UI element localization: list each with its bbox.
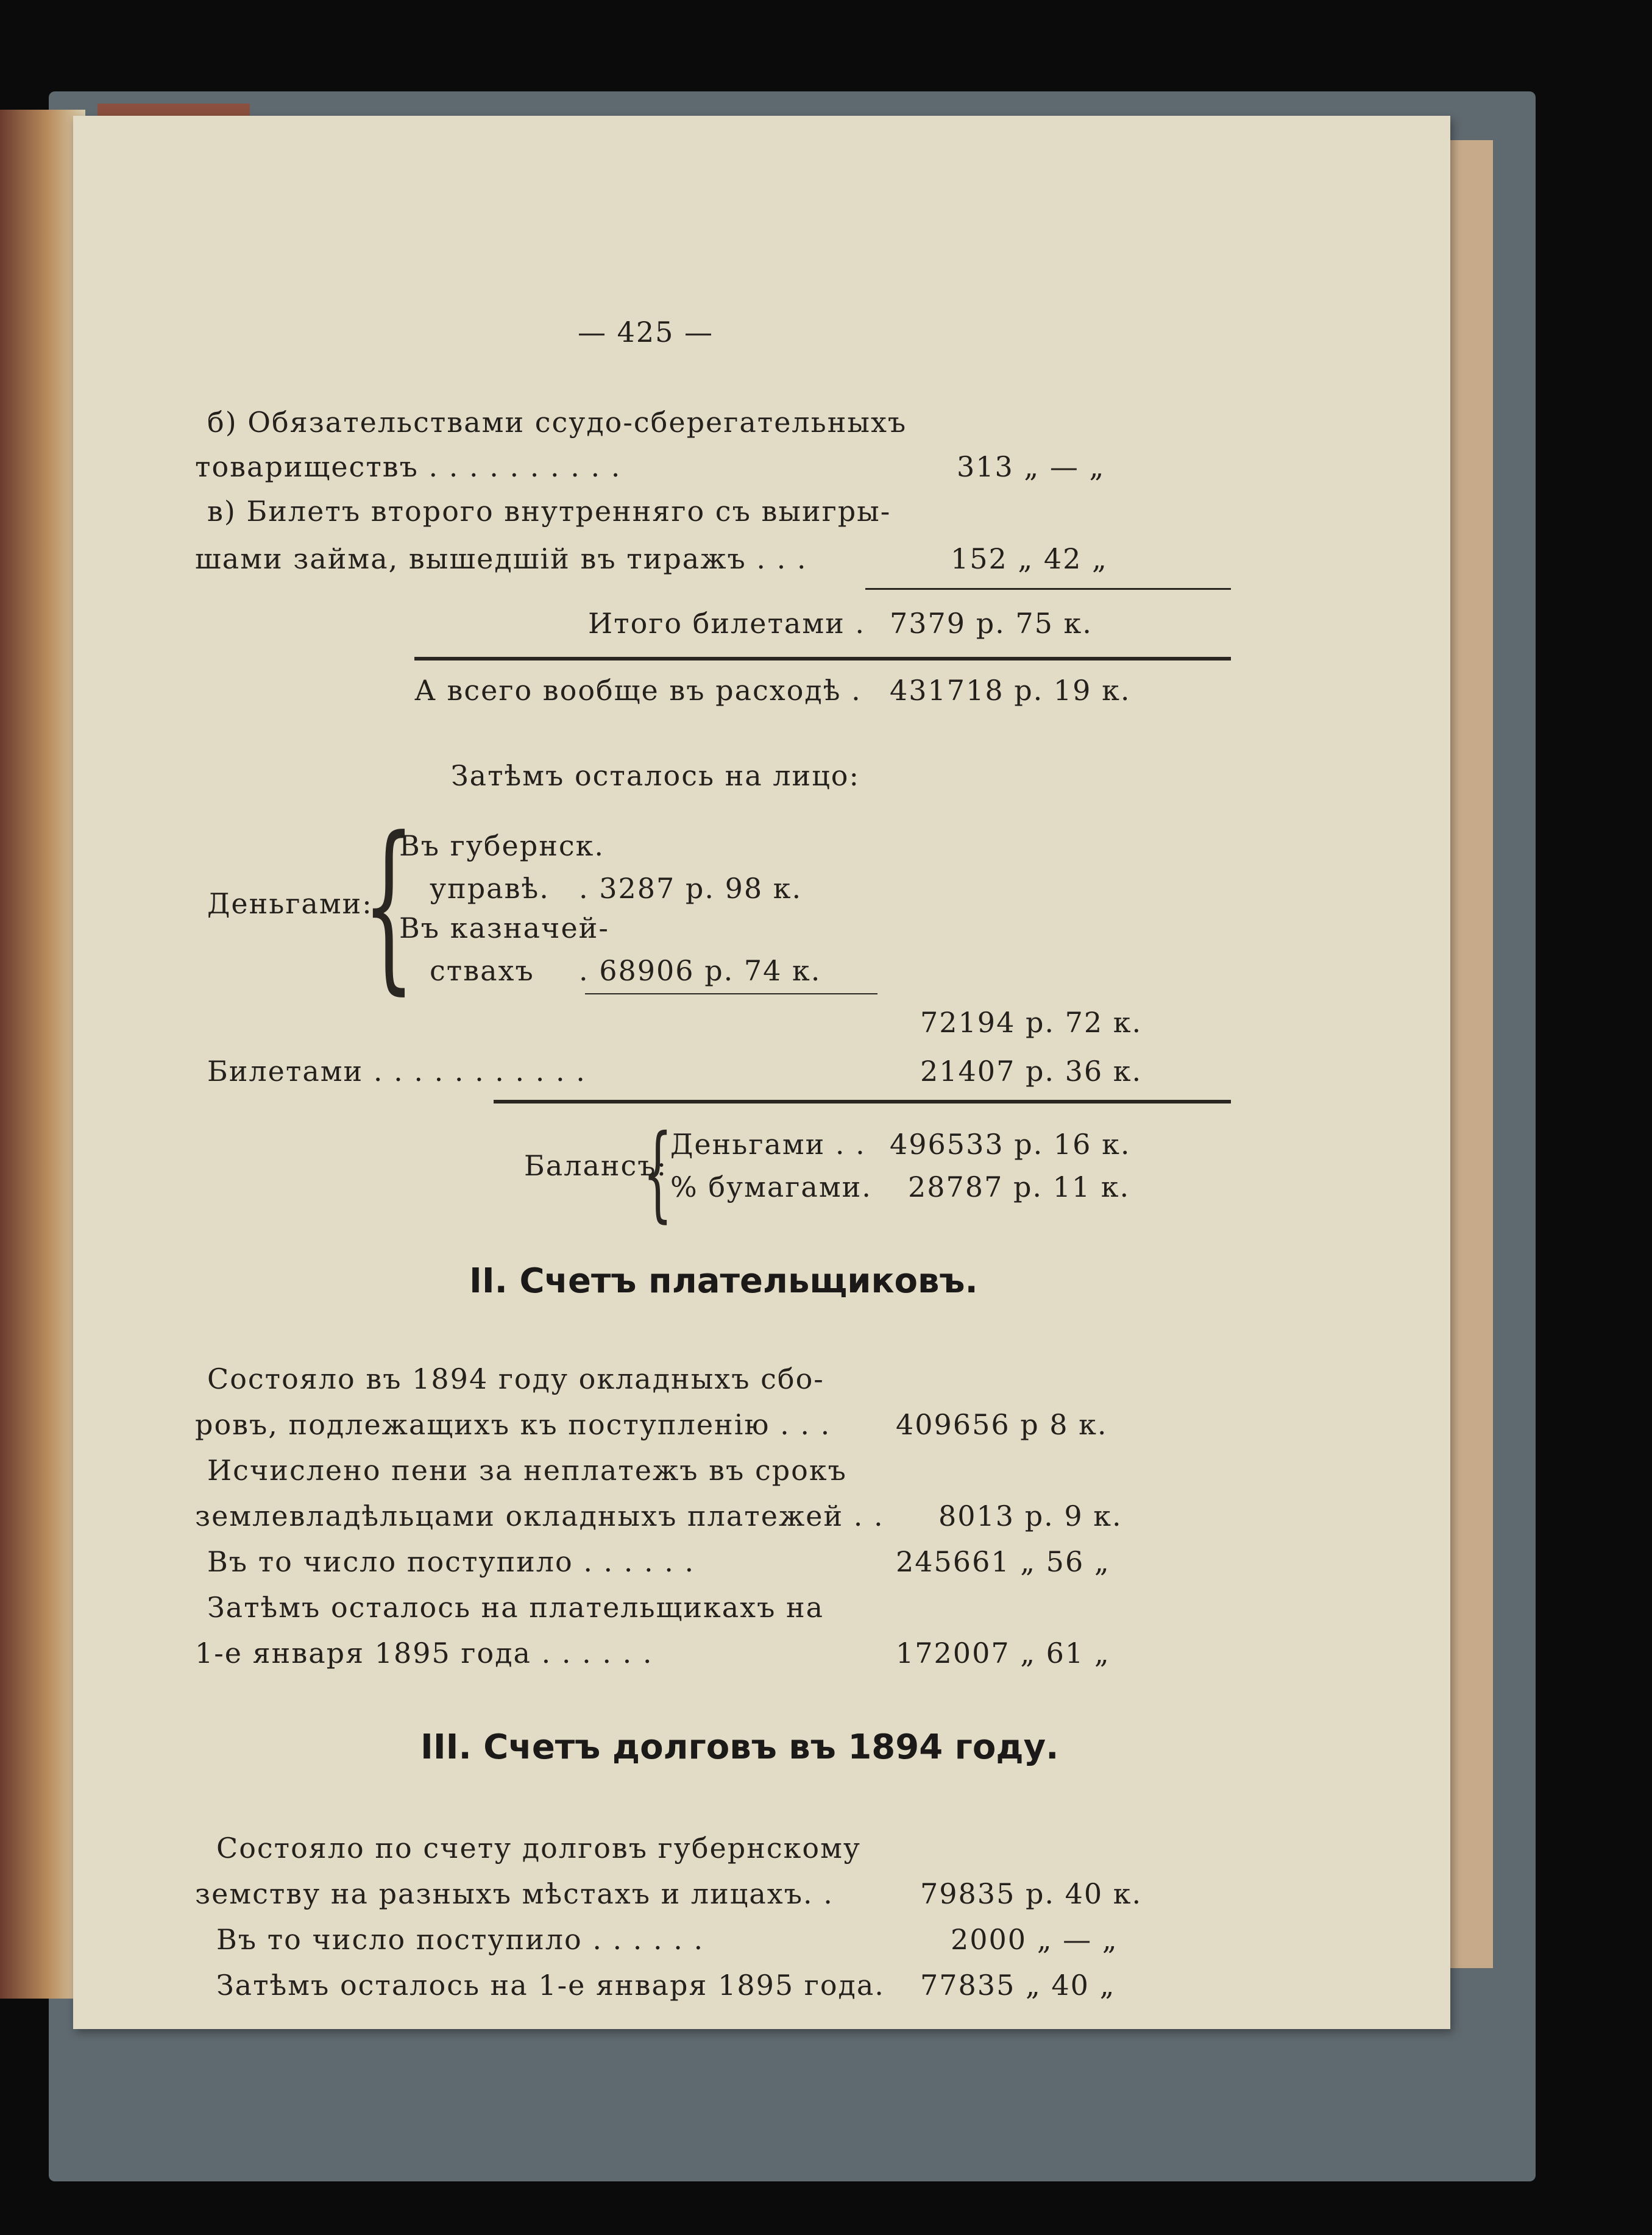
amount: 28787 р. 11 к. <box>908 1171 1130 1203</box>
text-line: Въ то число поступило . . . . . . <box>207 1545 695 1578</box>
text-line: Въ казначей- <box>399 912 609 944</box>
text-line: Исчислено пени за неплатежъ въ срокъ <box>207 1454 847 1487</box>
left-page-edge <box>0 110 85 1999</box>
text-line: 1-е января 1895 года . . . . . . <box>195 1637 653 1670</box>
remainder-heading: Затѣмъ осталось на лицо: <box>451 759 860 792</box>
text-line: Деньгами . . <box>670 1128 866 1161</box>
balance-label: Балансъ: <box>524 1149 668 1182</box>
sum-rule <box>414 657 1231 661</box>
total-label: Итого билетами . <box>588 607 866 640</box>
page-number: — 425 — <box>578 316 714 349</box>
amount: 313 „ — „ <box>957 450 1105 483</box>
text-line: Затѣмъ осталось на 1-е января 1895 года. <box>216 1969 885 2002</box>
amount: 245661 „ 56 „ <box>896 1545 1110 1578</box>
text-line: Въ губернск. <box>399 829 605 862</box>
amount: 2000 „ — „ <box>951 1923 1118 1956</box>
text-line: управѣ. <box>430 872 550 905</box>
text-line: Билетами . . . . . . . . . . . <box>207 1055 586 1088</box>
section-heading: III. Счетъ долговъ въ 1894 году. <box>420 1727 1059 1767</box>
amount: . 3287 р. 98 к. <box>579 872 803 905</box>
grand-total-label: А всего вообще въ расходѣ . <box>414 674 862 707</box>
amount: 72194 р. 72 к. <box>920 1006 1143 1039</box>
text-line: товариществъ . . . . . . . . . . <box>195 450 622 483</box>
amount: 172007 „ 61 „ <box>896 1637 1110 1670</box>
brace-icon: { <box>363 798 415 1011</box>
amount: 77835 „ 40 „ <box>920 1969 1116 2002</box>
amount: 8013 р. 9 к. <box>938 1500 1122 1532</box>
text-line: землевладѣльцами окладныхъ платежей . . <box>195 1500 884 1532</box>
text-line: земству на разныхъ мѣстахъ и лицахъ. . <box>195 1877 834 1910</box>
sum-rule <box>865 588 1231 590</box>
section-heading: II. Счетъ плательщиковъ. <box>469 1261 978 1301</box>
text-line: ствахъ <box>430 954 534 987</box>
amount: . 68906 р. 74 к. <box>579 954 821 987</box>
amount: 496533 р. 16 к. <box>890 1128 1131 1161</box>
text-line: % бумагами. <box>670 1171 872 1203</box>
text-line: б) Обязательствами ссудо-сберегательныхъ <box>207 406 907 439</box>
total-amount: 7379 р. 75 к. <box>890 607 1093 640</box>
grand-total-amount: 431718 р. 19 к. <box>890 674 1131 707</box>
book-page <box>73 116 1450 2029</box>
text-line: Состояло по счету долговъ губернскому <box>216 1832 861 1865</box>
text-line: Затѣмъ осталось на плательщикахъ на <box>207 1591 824 1624</box>
text-line: в) Билетъ второго внутренняго съ выигры- <box>207 495 892 528</box>
text-line: ровъ, подлежащихъ къ поступленію . . . <box>195 1408 831 1441</box>
sum-rule <box>494 1100 1231 1103</box>
cash-label: Деньгами: <box>207 887 373 920</box>
text-line: Состояло въ 1894 году окладныхъ сбо- <box>207 1362 824 1395</box>
text-line: Въ то число поступило . . . . . . <box>216 1923 704 1956</box>
sum-rule <box>585 993 877 994</box>
text-line: шами займа, вышедшій въ тиражъ . . . <box>195 542 807 575</box>
amount: 79835 р. 40 к. <box>920 1877 1143 1910</box>
amount: 409656 р 8 к. <box>896 1408 1108 1441</box>
brace-icon: { <box>643 1113 673 1233</box>
amount: 152 „ 42 „ <box>951 542 1108 575</box>
amount: 21407 р. 36 к. <box>920 1055 1143 1088</box>
